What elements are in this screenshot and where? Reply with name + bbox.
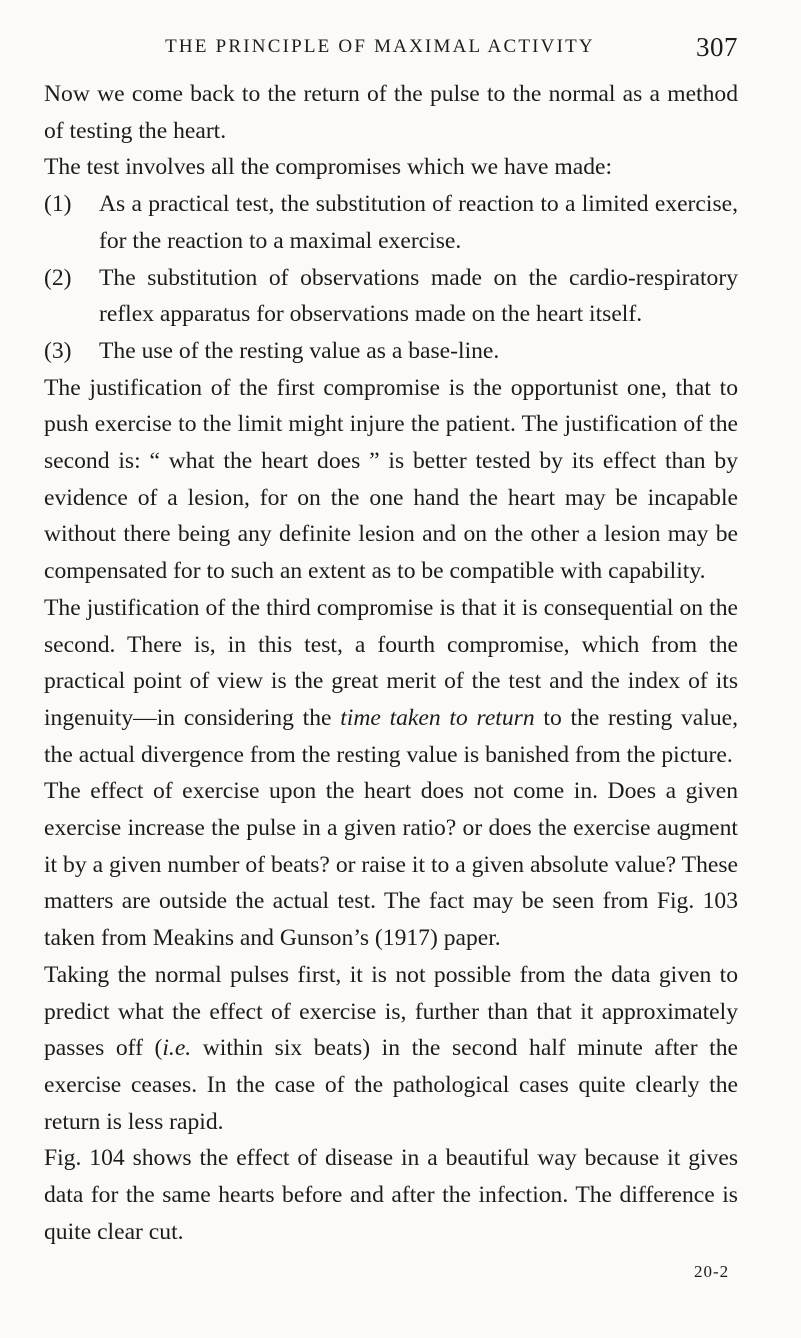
body-text xyxy=(44,76,738,1251)
emphasis-text: time taken to return xyxy=(340,704,535,731)
paragraph-text: Taking the normal pulses first, it is not possible from the data given to predict what the effect of exercise is, further than that it approximately passes off ( xyxy=(44,961,738,1062)
paragraph-normal-pulses xyxy=(44,957,738,1141)
list-item xyxy=(44,260,738,333)
list-item-text: The use of the resting value as a base-line. xyxy=(99,337,500,364)
running-title: THE PRINCIPLE OF MAXIMAL ACTIVITY xyxy=(165,36,595,57)
paragraph-compromises-intro: The test involves all the compromises which we have made: xyxy=(44,154,613,181)
paragraph-text: within six beats) in the second half minute after the exercise ceases. In the case of the pathological cases quite clearly the return is less rapid. xyxy=(44,1035,738,1135)
list-item-number: (1) xyxy=(44,191,72,218)
page-number: 307 xyxy=(696,32,738,62)
paragraph-first-compromise: The justification of the first compromise is the opportunist one, that to push exercise to the limit might injure the patient. The justification of the second is: “ what the heart does ” is better tested by its effect than by evidence of a lesion, for on the one hand the heart may be incapable without there being any definite lesion and on the other a lesion may be compensated for to such an extent as to be compatible with capability. xyxy=(44,374,738,585)
list-item-text: The substitution of observations made on the cardio-respiratory reflex apparatus for observations made on the heart itself. xyxy=(99,264,738,328)
list-item xyxy=(44,333,738,370)
running-head xyxy=(80,32,738,68)
paragraph-effect-of-exercise: The effect of exercise upon the heart does not come in. Does a given exercise increase the pulse in a given ratio? or does the exercise augment it by a given number of beats? or raise it to a given absolute value? These matters are outside the actual test. The fact may be seen from Fig. 103 taken from Meakins and Gunson’s (1917) paper. xyxy=(44,778,738,952)
paragraph-fig-104: Fig. 104 shows the effect of disease in a beautiful way because it gives data for the same hearts before and after the infection. The difference is quite clear cut. xyxy=(44,1145,738,1245)
list-item xyxy=(44,186,738,259)
list-item-number: (2) xyxy=(44,264,72,291)
paragraph-text: to the resting value, the actual divergence from the resting value is banished from the picture. xyxy=(44,704,739,768)
list-item-number: (3) xyxy=(44,337,72,364)
list-item-text: As a practical test, the substitution of reaction to a limited exercise, for the reaction to a maximal exercise. xyxy=(99,191,738,254)
emphasis-text: i.e. xyxy=(162,1035,192,1062)
signature-mark: 20-2 xyxy=(694,1262,730,1281)
paragraph-return-of-pulse: Now we come back to the return of the pulse to the normal as a method of testing the heart. xyxy=(44,81,738,144)
paragraph-text: The justification of the third compromise is that it is consequential on the second. There is, in this test, a fourth compromise, which from the practical point of view is the great merit of the test and the index of its ingenuity—in considering the xyxy=(44,594,738,731)
paragraph-third-compromise xyxy=(44,590,738,774)
